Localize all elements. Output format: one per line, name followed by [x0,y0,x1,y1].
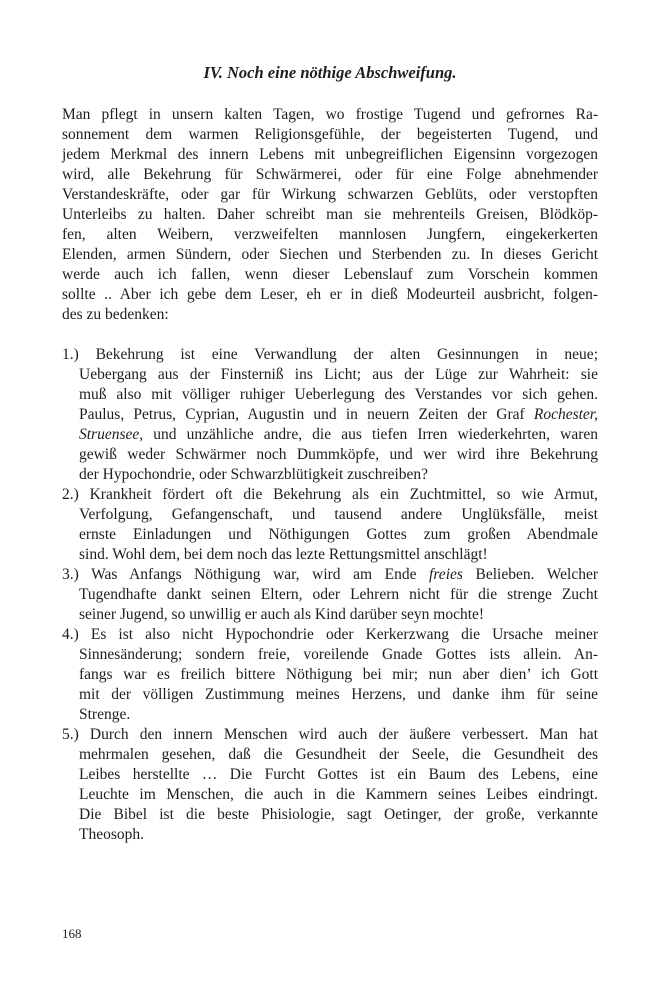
text-run: ernste Einladungen und Nöthigungen Gottes zum großen Abendmale [79,526,598,543]
text-run: sollte .. Aber ich gebe dem Leser, eh er in dieß Modeurteil ausbricht, folgen- [62,286,598,303]
numbered-item [62,345,598,485]
text-line [62,785,598,805]
text-line [62,285,598,305]
text-line [62,425,598,445]
text-run: 3.) Was Anfangs Nöthigung war, wird am Ende [62,566,430,583]
text-run: Strenge. [79,706,131,723]
text-line [62,625,598,645]
text-run: seiner Jugend, so unwillig er auch als Kind darüber seyn mochte! [79,606,485,623]
text-line [62,365,598,385]
text-line [62,685,598,705]
text-line [62,585,598,605]
page-number: 168 [62,926,82,941]
text-line [62,445,598,465]
text-line [62,505,598,525]
numbered-item [62,565,598,625]
text-line [62,405,598,425]
text-line [62,225,598,245]
text-run: Verstandeskräfte, oder gar für Wirkung schwarzen Geblüts, oder verstopften [62,186,598,203]
text-run: fangs war es freilich bittere Nöthigung bei mir; nun aber dien’ ich Gott [79,666,598,683]
text-run: Unterleibs zu halten. Daher schreibt man sie mehrenteils Greisen, Blödköp- [62,206,598,223]
text-line [62,145,598,165]
text-run: Die Bibel ist die beste Phisiologie, sagt Oetinger, der große, verkannte [79,806,598,823]
text-run: 1.) Bekehrung ist eine Verwandlung der alten Gesinnungen in neue; [62,346,598,363]
text-line [62,605,598,625]
numbered-item [62,625,598,725]
text-line [62,105,598,125]
text-line [62,205,598,225]
italic-text-run: Struensee, [79,426,144,443]
text-run: Sinnesänderung; sondern freie, voreilende Gnade Gottes ists allein. An- [79,646,598,663]
text-run: gewiß weder Schwärmer noch Dummköpfe, und wer wird ihre Bekehrung [79,446,598,463]
text-line [62,665,598,685]
text-run: muß also mit völliger ruhiger Ueberlegung des Verstandes vor sich gehen. [79,386,598,403]
text-run: Uebergang aus der Finsterniß ins Licht; aus der Lüge zur Wahrheit: sie [79,366,598,383]
text-line [62,765,598,785]
text-run: Leibes herstellte … Die Furcht Gottes ist ein Baum des Lebens, eine [79,766,598,783]
text-line [62,745,598,765]
text-run: Tugendhafte dankt seinen Eltern, oder Lehrern nicht für die strenge Zucht [79,586,598,603]
text-line [62,385,598,405]
text-line [62,705,598,725]
text-line [62,725,598,745]
text-line [62,565,598,585]
text-run: Leuchte im Menschen, die auch in die Kammern seines Leibes eindringt. [79,786,598,803]
text-line [62,345,598,365]
text-run: Belieben. Welcher [462,566,598,583]
text-line [62,805,598,825]
text-line [62,185,598,205]
text-run: 4.) Es ist also nicht Hypochondrie oder Kerkerzwang die Ursache meiner [62,626,598,643]
numbered-item [62,485,598,565]
section-heading: IV. Noch eine nöthige Abschweifung. [203,63,457,82]
text-run: Man pflegt in unsern kalten Tagen, wo frostige Tugend und gefrornes Ra- [62,106,598,123]
text-run: wird, alle Bekehrung für Schwärmerei, oder für eine Folge abnehmender [62,166,598,183]
italic-text-run: freies [429,566,463,583]
text-run: Elenden, armen Sündern, oder Siechen und Sterbenden zu. In dieses Gericht [62,246,598,263]
text-run: 2.) Krankheit fördert oft die Bekehrung als ein Zuchtmittel, so wie Armut, [62,486,598,503]
text-run: Verfolgung, Gefangenschaft, und tausend andere Unglüksfälle, meist [79,506,598,523]
text-run: fen, alten Weibern, verzweifelten mannlosen Jungfern, eingekerkerten [62,226,598,243]
text-run: 5.) Durch den innern Menschen wird auch der äußere verbessert. Man hat [62,726,598,743]
text-run: der Hypochondrie, oder Schwarzblütigkeit zuschreiben? [79,466,429,483]
text-run: werde auch ich fallen, wenn dieser Lebenslauf zum Vorschein kommen [62,266,598,283]
text-line [62,645,598,665]
italic-text-run: Rochester, [533,406,598,423]
text-line [62,485,598,505]
text-run: Paulus, Petrus, Cyprian, Augustin und in neuern Zeiten der Graf [79,406,534,423]
text-line [62,245,598,265]
text-line [62,305,598,325]
text-line [62,165,598,185]
text-line [62,125,598,145]
text-run: Theosoph. [79,826,145,843]
text-line [62,265,598,285]
text-line [62,465,598,485]
text-run: und unzähliche andre, die aus tiefen Irren wiederkehrten, waren [143,426,598,443]
numbered-list [62,345,598,845]
text-run: sonnement dem warmen Religionsgefühle, der begeisterten Tugend, und [62,126,598,143]
intro-paragraph [62,105,598,325]
text-line [62,545,598,565]
text-line [62,825,598,845]
text-line [62,525,598,545]
text-run: sind. Wohl dem, bei dem noch das lezte Rettungsmittel anschlägt! [79,546,488,563]
text-run: mit der völligen Zustimmung meines Herzens, und danke ihm für seine [79,686,598,703]
text-run: des zu bedenken: [62,306,169,323]
text-run: jedem Merkmal des innern Lebens mit unbegreiflichen Eigensinn vorgezogen [62,146,598,163]
text-run: mehrmalen gesehen, daß die Gesundheit der Seele, die Gesundheit des [79,746,598,763]
numbered-item [62,725,598,845]
